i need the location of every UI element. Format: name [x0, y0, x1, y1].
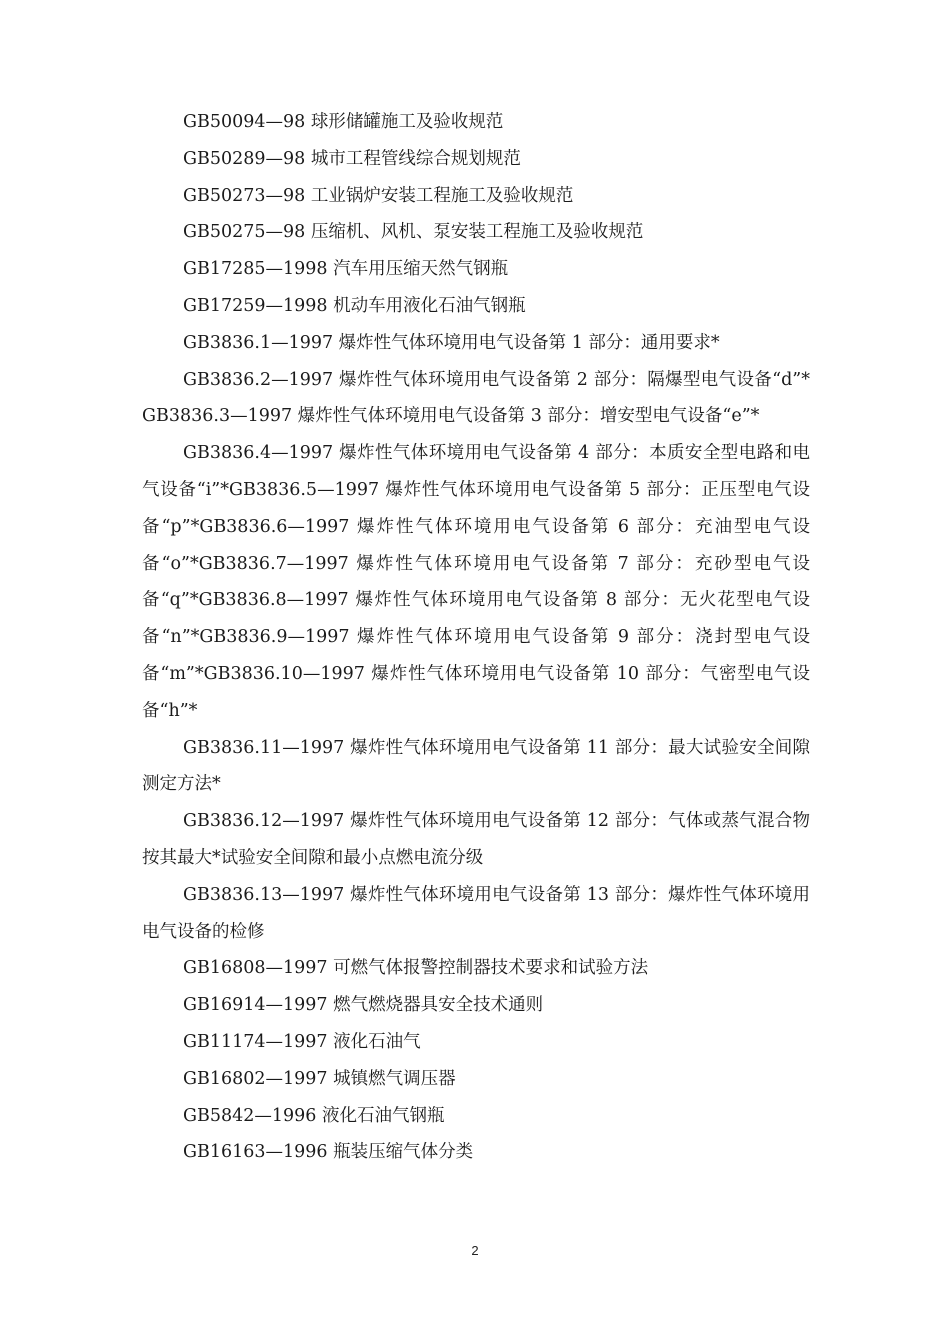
- standard-paragraph: GB50289—98 城市工程管线综合规划规范: [183, 148, 521, 169]
- standard-paragraph: GB50275—98 压缩机、风机、泵安装工程施工及验收规范: [183, 222, 644, 243]
- standard-paragraph: GB3836.2—1997 爆炸性气体环境用电气设备第 2 部分：隔爆型电气设备“d”*GB3836.3—1997 爆炸性气体环境用电气设备第 3 部分：增安型电气设备“e”*: [142, 369, 810, 427]
- standard-paragraph: GB16808—1997 可燃气体报警控制器技术要求和试验方法: [183, 958, 649, 979]
- standard-paragraph: GB5842—1996 液化石油气钢瓶: [183, 1105, 445, 1126]
- standard-paragraph: GB16163—1996 瓶装压缩气体分类: [183, 1142, 474, 1163]
- standard-paragraph: GB50094—98 球形储罐施工及验收规范: [183, 112, 504, 132]
- standard-paragraph: GB17259—1998 机动车用液化石油气钢瓶: [183, 295, 526, 316]
- standard-paragraph: GB16802—1997 城镇燃气调压器: [183, 1068, 456, 1089]
- standard-paragraph: GB3836.12—1997 爆炸性气体环境用电气设备第 12 部分：气体或蒸气混合物按其最大*试验安全间隙和最小点燃电流分级: [142, 811, 810, 868]
- standards-list: [142, 104, 810, 1171]
- standard-paragraph: GB3836.11—1997 爆炸性气体环境用电气设备第 11 部分：最大试验安全间隙测定方法*: [142, 737, 810, 795]
- standard-paragraph: GB17285—1998 汽车用压缩天然气钢瓶: [183, 259, 509, 280]
- standard-paragraph: GB16914—1997 燃气燃烧器具安全技术通则: [183, 995, 544, 1016]
- standard-paragraph: GB3836.13—1997 爆炸性气体环境用电气设备第 13 部分：爆炸性气体环境用电气设备的检修: [142, 884, 810, 942]
- standard-paragraph: GB3836.4—1997 爆炸性气体环境用电气设备第 4 部分：本质安全型电路和电气设备“i”*GB3836.5—1997 爆炸性气体环境用电气设备第 5 部分：正压型电气设备“p”*GB3836.6—1997 爆炸性气体环境用电气设备第 6 部分：充油型电气设备“o”*GB3836.7—1997 爆炸性气体环境用电气设备第 7 部分：充砂型电气设备“q”*GB3836.8—1997 爆炸性气体环境用电气设备第 8 部分：无火花型电气设备“n”*GB3836.9—1997 爆炸性气体环境用电气设备第 9 部分：浇封型电气设备“m”*GB3836.10—1997 爆炸性气体环境用电气设备第 10 部分：气密型电气设备“h”*: [142, 443, 810, 721]
- standard-paragraph: GB11174—1997 液化石油气: [183, 1031, 421, 1052]
- standard-paragraph: GB50273—98 工业锅炉安装工程施工及验收规范: [183, 185, 574, 206]
- standard-paragraph: GB3836.1—1997 爆炸性气体环境用电气设备第 1 部分：通用要求*: [183, 332, 720, 353]
- page-number: 2: [471, 1243, 479, 1258]
